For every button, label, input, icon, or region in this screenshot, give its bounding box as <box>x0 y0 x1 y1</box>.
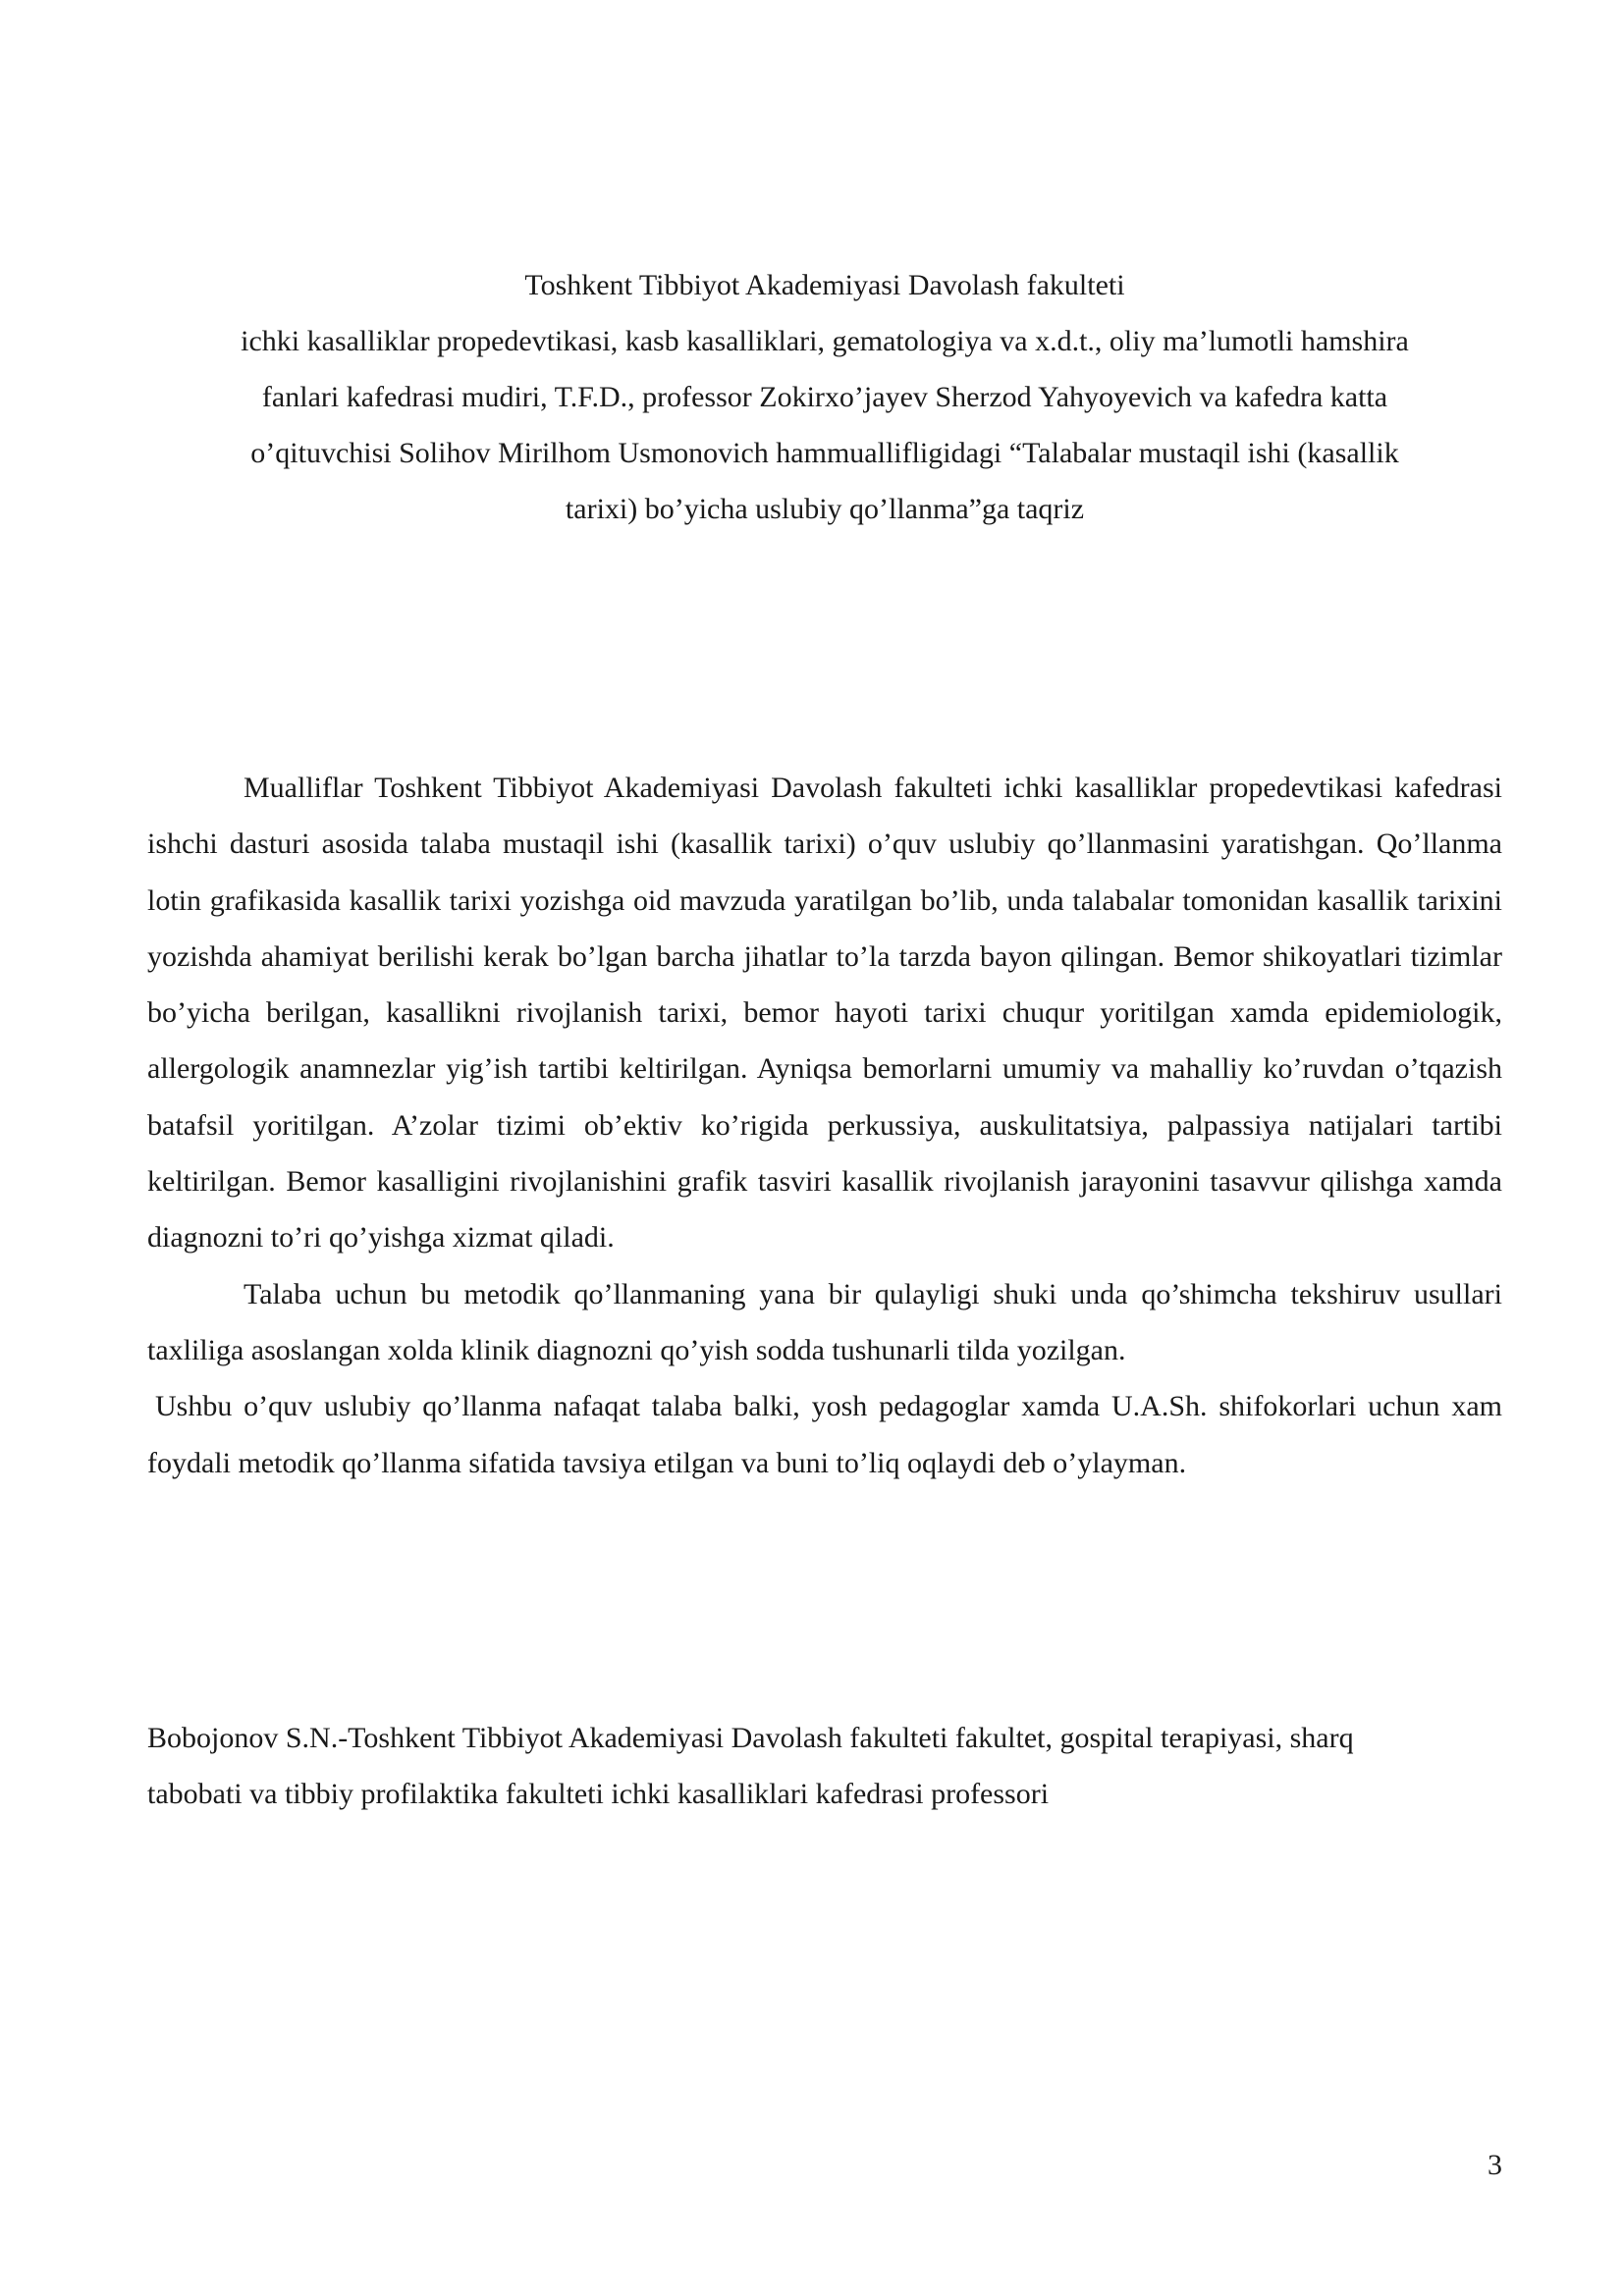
body-paragraph-1: Mualliflar Toshkent Tibbiyot Akademiyasi Davolash fakulteti ichki kasalliklar propedevtikasi kafedrasi ishchi dasturi asosida talaba mustaqil ishi (kasallik tarixi) o’quv uslubiy qo’llanmasini yaratishgan. Qo’llanma lotin grafikasida kasallik tarixi yozishga oid mavzuda yaratilgan bo’lib, unda talabalar tomonidan kasallik tarixini yozishda ahamiyat berilishi kerak bo’lgan barcha jihatlar to’la tarzda bayon qilingan. Bemor shikoyatlari tizimlar bo’yicha berilgan, kasallikni rivojlanish tarixi, bemor hayoti tarixi chuqur yoritilgan xamda epidemiologik, allergologik anamnezlar yig’ish tartibi keltirilgan. Ayniqsa bemorlarni umumiy va mahalliy ko’ruvdan o’tqazish batafsil yoritilgan. A’zolar tizimi ob’ektiv ko’rigida perkussiya, auskulitatsiya, palpassiya natijalari tartibi keltirilgan. Bemor kasalligini rivojlanishini grafik tasviri kasallik rivojlanish jarayonini tasavvur qilishga xamda diagnozni to’ri qo’yishga xizmat qiladi. <box>147 772 1502 1255</box>
title-line-1: Toshkent Tibbiyot Akademiyasi Davolash fakulteti <box>524 269 1125 301</box>
title-line-3: fanlari kafedrasi mudiri, T.F.D., professor Zokirxo’jayev Sherzod Yahyoyevich va kafedra katta <box>261 381 1388 413</box>
signature-line-2: tabobati va tibbiy profilaktika fakulteti ichki kasalliklari kafedrasi professori <box>147 1778 1050 1810</box>
page-number: 3 <box>1488 2149 1502 2181</box>
review-body <box>147 760 1502 1491</box>
title-line-2: ichki kasalliklar propedevtikasi, kasb kasalliklari, gematologiya va x.d.t., oliy ma’lumotli hamshira <box>241 325 1409 357</box>
title-line-4: o’qituvchisi Solihov Mirilhom Usmonovich hammuallifligidagi “Talabalar mustaqil ishi (kasallik <box>250 437 1399 469</box>
reviewer-signature <box>147 1710 1502 1822</box>
signature-line-1: Bobojonov S.N.-Toshkent Tibbiyot Akademiyasi Davolash fakulteti fakultet, gospital terapiyasi, sharq <box>147 1722 1354 1754</box>
review-title <box>147 257 1502 537</box>
title-line-5: tarixi) bo’yicha uslubiy qo’llanma”ga taqriz <box>565 493 1085 525</box>
body-paragraph-2: Talaba uchun bu metodik qo’llanmaning yana bir qulayligi shuki unda qo’shimcha tekshiruv usullari taxliliga asoslangan xolda klinik diagnozni qo’yish sodda tushunarli tilda yozilgan. <box>147 1277 1502 1366</box>
body-paragraph-3: Ushbu o’quv uslubiy qo’llanma nafaqat talaba balki, yosh pedagoglar xamda U.A.Sh. shifokorlari uchun xam foydali metodik qo’llanma sifatida tavsiya etilgan va buni to’liq oqlaydi deb o’ylayman. <box>147 1390 1502 1479</box>
